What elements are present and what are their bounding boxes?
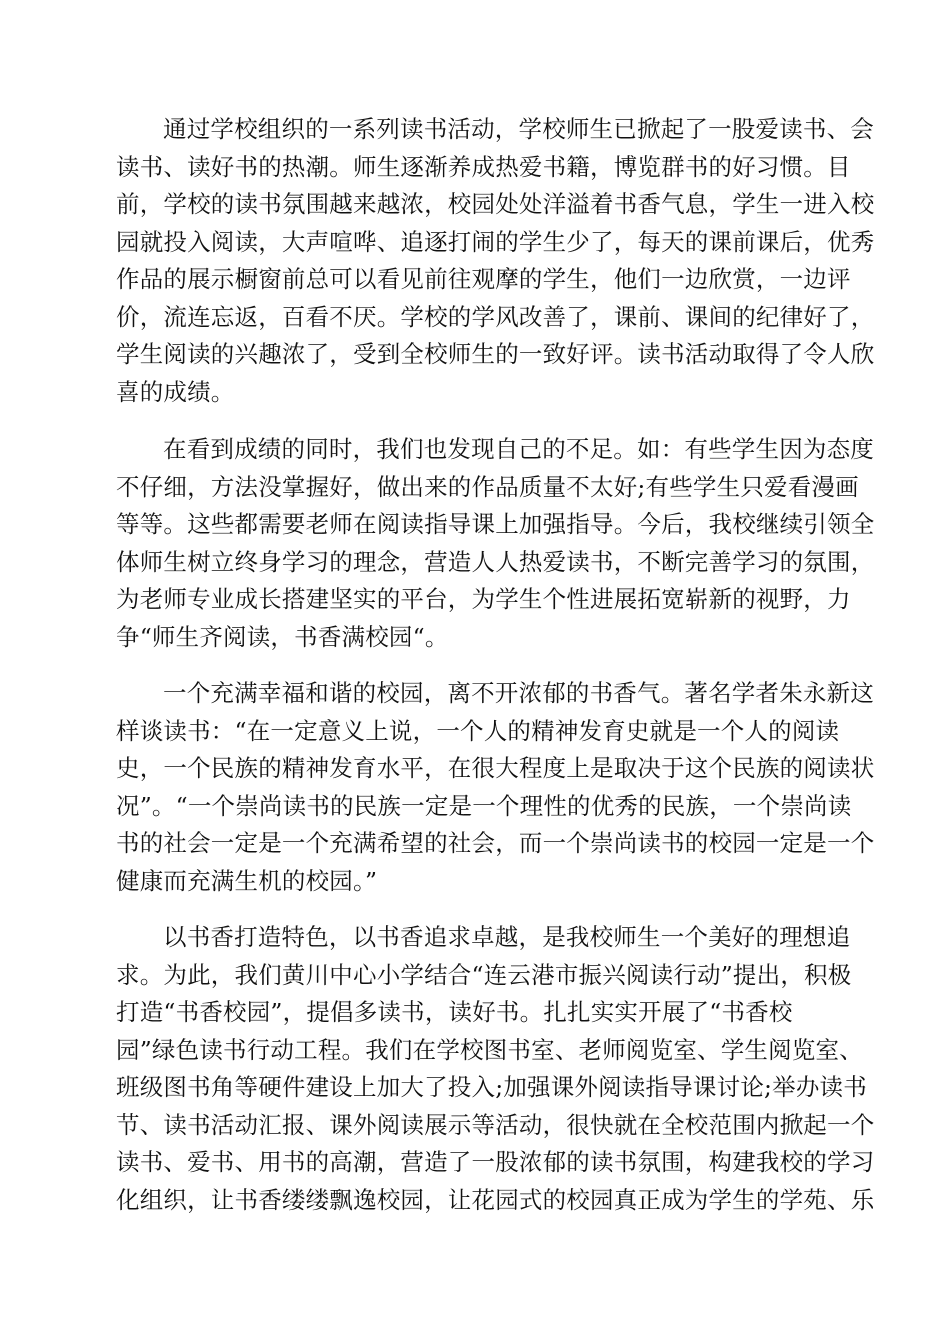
text-line: 等等。这些都需要老师在阅读指导课上加强指导。今后，我校继续引领全	[116, 510, 875, 538]
paragraph-shortcomings	[116, 431, 875, 656]
text-line: 况”。“一个崇尚读书的民族一定是一个理性的优秀的民族，一个崇尚读	[116, 791, 852, 820]
text-line: 作品的展示橱窗前总可以看见前往观摩的学生，他们一边欣赏，一边评	[116, 265, 851, 293]
text-line: 园就投入阅读，大声喧哗、追逐打闹的学生少了，每天的课前课后，优秀	[116, 227, 875, 256]
text-line: 史，一个民族的精神发育水平，在很大程度上是取决于这个民族的阅读状	[116, 754, 875, 782]
text-line: 前，学校的读书氛围越来越浓，校园处处洋溢着书香气息，学生一进入校	[116, 190, 875, 218]
text-line: 健康而充满生机的校园。”	[116, 866, 378, 895]
text-line: 读书、读好书的热潮。师生逐渐养成热爱书籍，博览群书的好习惯。目	[116, 152, 851, 181]
paragraph-reading-achievements	[116, 111, 875, 411]
text-line: 一个充满幸福和谐的校园，离不开浓郁的书香气。著名学者朱永新这	[163, 679, 874, 707]
text-line: 化组织，让书香缕缕飘逸校园，让花园式的校园真正成为学生的学苑、乐	[116, 1185, 875, 1214]
text-line: 通过学校组织的一系列读书活动，学校师生已掀起了一股爱读书、会	[163, 115, 874, 143]
text-line: 不仔细，方法没掌握好，做出来的作品质量不太好;有些学生只爱看漫画	[116, 472, 859, 501]
text-line: 喜的成绩。	[116, 377, 235, 406]
text-line: 读书、爱书、用书的高潮，营造了一股浓郁的读书氛围，构建我校的学习	[116, 1148, 875, 1176]
text-line: 园”绿色读书行动工程。我们在学校图书室、老师阅览室、学生阅览室、	[116, 1035, 863, 1064]
text-line: 节、读书活动汇报、课外阅读展示等活动，很快就在全校范围内掀起一个	[116, 1110, 875, 1139]
text-line: 打造“书香校园”，提倡多读书，读好书。扎扎实实开展了“书香校	[116, 998, 793, 1026]
text-line: 争“师生齐阅读，书香满校园“。	[116, 622, 449, 651]
text-line: 求。为此，我们黄川中心小学结合“连云港市振兴阅读行动”提出，积极	[116, 960, 852, 989]
text-line: 学生阅读的兴趣浓了，受到全校师生的一致好评。读书活动取得了令人欣	[116, 340, 875, 368]
text-line: 书的社会一定是一个充满希望的社会，而一个崇尚读书的校园一定是一个	[116, 829, 875, 857]
text-line: 价，流连忘返，百看不厌。学校的学风改善了，课前、课间的纪律好了，	[116, 302, 875, 331]
text-line: 班级图书角等硬件建设上加大了投入;加强课外阅读指导课讨论;举办读书	[116, 1073, 867, 1101]
paragraph-book-campus	[116, 919, 875, 1219]
text-line: 体师生树立终身学习的理念，营造人人热爱读书，不断完善学习的氛围，	[116, 547, 875, 576]
text-line: 为老师专业成长搭建坚实的平台，为学生个性进展拓宽崭新的视野，力	[116, 585, 851, 613]
paragraph-quote	[116, 675, 875, 900]
text-line: 以书香打造特色，以书香追求卓越，是我校师生一个美好的理想追	[163, 923, 851, 951]
text-line: 在看到成绩的同时，我们也发现自己的不足。如：有些学生因为态度	[163, 435, 874, 463]
text-line: 样谈读书：“在一定意义上说，一个人的精神发育史就是一个人的阅读	[116, 716, 840, 745]
